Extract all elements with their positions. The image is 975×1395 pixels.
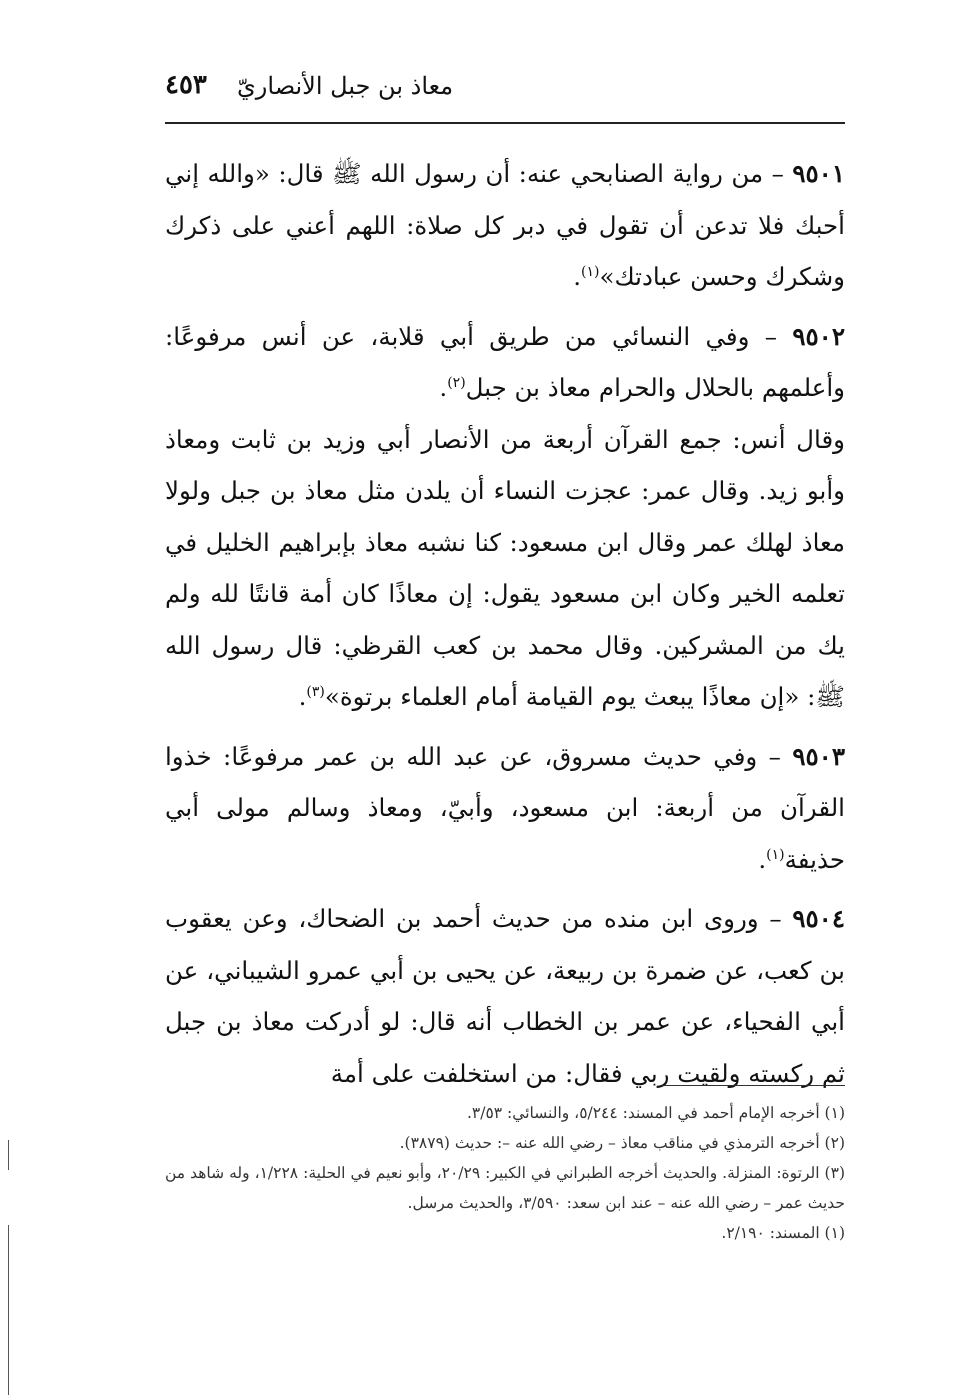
paragraph-text: – وفي النسائي من طريق أبي قلابة، عن أنس مرفوعًا: وأعلمهم بالحلال والحرام معاذ بن جبل [165, 321, 845, 402]
paragraph-9503 [165, 731, 845, 886]
paragraph-text: وقال أنس: جمع القرآن أربعة من الأنصار أبي وزيد بن ثابت ومعاذ وأبو زيد. وقال عمر: عجزت النساء أن يلدن مثل معاذ بن جبل ولولا معاذ لهلك عمر وقال ابن مسعود: كنا نشبه معاذ بإبراهيم الخليل في تعلمه الخير وكان ابن مسعود يقول: إن معاذًا كان أمة قانتًا لله ولم يك من المشركين. وقال محمد بن كعب القرظي: قال رسول الله ﷺ: «إن معاذًا يبعث يوم القيامة أمام العلماء برتوة» [165, 424, 845, 711]
hadith-number: ٩٥٠٤ [792, 904, 845, 933]
paragraph-9504 [165, 893, 845, 1099]
hadith-number: ٩٥٠٣ [792, 741, 845, 771]
margin-mark [8, 1140, 9, 1170]
footnote: (١) أخرجه الإمام أحمد في المسند: ٥/٢٤٤، والنسائي: ٣/٥٣. [466, 1104, 845, 1122]
hadith-number: ٩٥٠١ [792, 159, 845, 188]
footnote: (١) المسند: ٢/١٩٠. [721, 1224, 845, 1242]
paragraph-text: – وفي حديث مسروق، عن عبد الله بن عمر مرفوعًا: خذوا القرآن من أربعة: ابن مسعود، وأبيّ، ومعاذ وسالم مولى أبي حذيفة [165, 741, 845, 874]
footnote-marker: (٢) [447, 374, 466, 391]
header-rule [165, 122, 845, 124]
page-number: ٤٥٣ [165, 70, 207, 100]
page-header [165, 64, 845, 112]
paragraph-tail: . [758, 844, 767, 874]
footnotes [165, 1098, 845, 1248]
main-text [165, 148, 845, 1099]
footnote: (٢) أخرجه الترمذي في مناقب معاذ – رضي الله عنه –: حديث (٣٨٧٩). [399, 1134, 845, 1152]
paragraph-tail: . [298, 682, 307, 711]
paragraph-text: – وروى ابن منده من حديث أحمد بن الضحاك، وعن يعقوب بن كعب، عن ضمرة بن ربيعة، عن يحيى بن أبي عمرو الشيباني، عن أبي الفحياء، عن عمر بن الخطاب أنه قال: لو أدركت معاذ بن جبل ثم ركسته ولقيت ربي فقال: من استخلفت على أمة [165, 904, 845, 1088]
paragraph-anas [165, 414, 845, 723]
margin-mark [8, 1225, 9, 1395]
running-title: معاذ بن جبل الأنصاريّ [237, 72, 454, 100]
paragraph-tail: . [573, 262, 582, 291]
footnote-marker: (١) [766, 846, 785, 863]
paragraph-9501 [165, 148, 845, 303]
footnote-marker: (١) [581, 263, 600, 280]
paragraph-text: – من رواية الصنابحي عنه: أن رسول الله ﷺ قال: «والله إني أحبك فلا تدعن أن تقول في دبر كل صلاة: اللهم أعني على ذكرك وشكرك وحسن عبادتك» [165, 159, 845, 291]
footnote: (٣) الرتوة: المنزلة. والحديث أخرجه الطبراني في الكبير: ٢٠/٢٩، وأبو نعيم في الحلية: ١/٢٢٨، وله شاهد من حديث عمر – رضي الله عنه – عند ابن سعد: ٣/٥٩٠، والحديث مرسل. [165, 1164, 845, 1212]
footnote-marker: (٣) [306, 683, 325, 700]
footnote-separator [662, 1085, 845, 1086]
paragraph-9502 [165, 311, 845, 414]
hadith-number: ٩٥٠٢ [792, 321, 845, 351]
paragraph-tail: . [439, 373, 448, 402]
